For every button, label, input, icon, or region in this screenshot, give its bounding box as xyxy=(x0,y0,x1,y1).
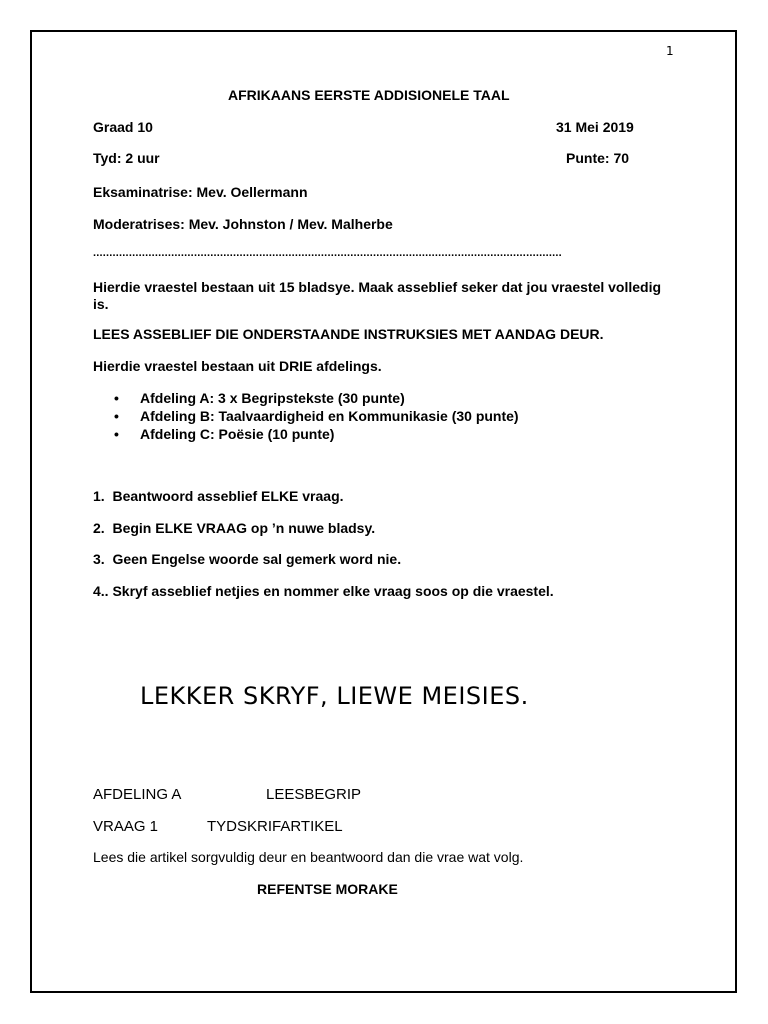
list-item: • Afdeling B: Taalvaardigheid en Kommunikasie (30 punte) xyxy=(110,407,519,425)
encouragement-slogan: LEKKER SKRYF, LIEWE MEISIES. xyxy=(140,682,529,710)
instruction-3: 3. Geen Engelse woorde sal gemerk word nie. xyxy=(93,551,402,567)
examiner-line: Eksaminatrise: Mev. Oellermann xyxy=(93,184,308,200)
article-author: REFENTSE MORAKE xyxy=(257,881,398,897)
list-item: • Afdeling A: 3 x Begripstekste (30 punte) xyxy=(110,389,519,407)
instruction-2: 2. Begin ELKE VRAAG op ’n nuwe bladsy. xyxy=(93,520,376,536)
question-instruction: Lees die artikel sorgvuldig deur en beantwoord dan die vrae wat volg. xyxy=(93,849,524,865)
sections-list xyxy=(110,389,519,443)
list-item: • Afdeling C: Poësie (10 punte) xyxy=(110,425,519,443)
separator-line: ................................................................................................................................................ xyxy=(93,247,562,259)
exam-date: 31 Mei 2019 xyxy=(556,119,634,135)
grade-label: Graad 10 xyxy=(93,119,153,135)
moderators-line: Moderatrises: Mev. Johnston / Mev. Malherbe xyxy=(93,216,393,232)
sections-intro: Hierdie vraestel bestaan uit DRIE afdelings. xyxy=(93,358,382,374)
section-a-title: LEESBEGRIP xyxy=(266,786,362,803)
marks-label: Punte: 70 xyxy=(566,150,630,166)
instruction-1: 1. Beantwoord asseblief ELKE vraag. xyxy=(93,488,344,504)
intro-paragraph: Hierdie vraestel bestaan uit 15 bladsye. Maak asseblief seker dat jou vraestel volledig is. xyxy=(93,279,662,312)
page-number: 1 xyxy=(666,44,674,58)
read-instructions-heading: LEES ASSEBLIEF DIE ONDERSTAANDE INSTRUKSIES MET AANDAG DEUR. xyxy=(93,326,604,342)
instruction-4: 4.. Skryf asseblief netjies en nommer elke vraag soos op die vraestel. xyxy=(93,583,554,599)
question-title: TYDSKRIFARTIKEL xyxy=(207,818,343,835)
paper-title: AFRIKAANS EERSTE ADDISIONELE TAAL xyxy=(228,87,510,103)
time-label: Tyd: 2 uur xyxy=(93,150,160,166)
question-label: VRAAG 1 xyxy=(93,818,159,835)
section-a-label: AFDELING A xyxy=(93,786,182,803)
